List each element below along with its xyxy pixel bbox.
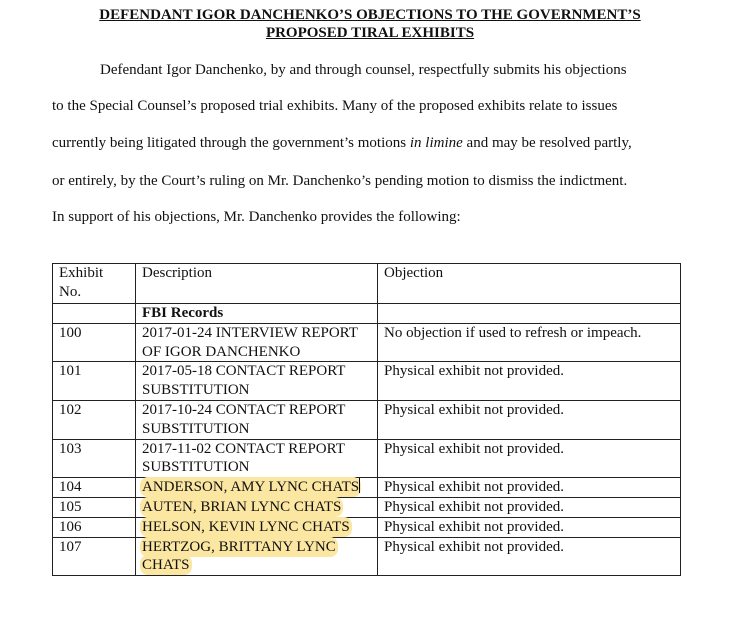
cell-text: 100 [59, 324, 82, 341]
description-cell [136, 400, 378, 439]
objection-cell [378, 323, 681, 362]
paragraph-line: Defendant Igor Danchenko, by and through counsel, respectfully submits his objections [100, 62, 627, 78]
cell-text: 103 [59, 440, 82, 457]
description-cell [136, 323, 378, 362]
description-cell [136, 517, 378, 537]
text: currently being litigated through the government’s motions [52, 135, 410, 151]
cell-text: Physical exhibit not provided. [384, 363, 564, 380]
text: and may be resolved partly, [462, 135, 632, 151]
text-cursor [359, 478, 360, 493]
description-cell [136, 362, 378, 401]
cell-text: ANDERSON, AMY LYNC CHATS [142, 479, 360, 496]
exhibit-no-cell [53, 478, 136, 498]
exhibit-no-cell [53, 362, 136, 401]
paragraph-line: to the Special Counsel’s proposed trial exhibits. Many of the proposed exhibits relate to issues [52, 98, 618, 114]
table-header-row [53, 264, 681, 304]
description-cell [136, 537, 378, 576]
description-cell [136, 478, 378, 498]
objection-cell [378, 362, 681, 401]
paragraph-line [52, 135, 632, 152]
cell-text: Physical exhibit not provided. [384, 479, 564, 496]
exhibit-no-cell [53, 439, 136, 478]
objection-cell [378, 517, 681, 537]
cell-text: 2017-11-02 CONTACT REPORT SUBSTITUTION [142, 440, 345, 476]
description-cell [136, 439, 378, 478]
exhibit-no-cell [53, 517, 136, 537]
title-line-1: DEFENDANT IGOR DANCHENKO’S OBJECTIONS TO THE GOVERNMENT’S [99, 7, 641, 23]
objection-cell [378, 439, 681, 478]
cell-text: 107 [59, 538, 82, 555]
cell-text: 104 [59, 479, 82, 496]
section-row [53, 304, 681, 324]
exhibit-no-cell [53, 400, 136, 439]
table-row [53, 362, 681, 401]
cell-text: 101 [59, 363, 82, 380]
cell-text: 102 [59, 401, 82, 418]
italic-text: in limine [409, 135, 463, 151]
cell-text: 106 [59, 518, 82, 535]
table-row [53, 439, 681, 478]
cell-text: HELSON, KEVIN LYNC CHATS [142, 518, 350, 535]
table-row [53, 517, 681, 537]
empty-cell [378, 304, 681, 324]
cell-text: Physical exhibit not provided. [384, 518, 564, 535]
cell-text: 2017-01-24 INTERVIEW REPORT OF IGOR DANCHENKO [142, 324, 358, 360]
objection-cell [378, 400, 681, 439]
cell-text: HERTZOG, BRITTANY LYNC CHATS [142, 538, 336, 574]
exhibit-no-cell [53, 323, 136, 362]
table-row [53, 323, 681, 362]
section-label: FBI Records [136, 304, 378, 324]
empty-cell [53, 304, 136, 324]
header-exhibit-no [53, 264, 136, 304]
objection-cell [378, 537, 681, 576]
document-title [0, 6, 740, 42]
cell-text: 105 [59, 498, 82, 515]
exhibit-no-cell [53, 497, 136, 517]
objection-cell [378, 478, 681, 498]
table-row [53, 537, 681, 576]
cell-text: Physical exhibit not provided. [384, 538, 564, 555]
description-cell [136, 497, 378, 517]
paragraph-line: or entirely, by the Court’s ruling on Mr. Danchenko’s pending motion to dismiss the indictment. [52, 173, 628, 189]
paragraph-line: In support of his objections, Mr. Danchenko provides the following: [52, 209, 461, 225]
exhibit-no-cell [53, 537, 136, 576]
title-line-2: PROPOSED TIRAL EXHIBITS [265, 25, 475, 41]
text: Exhibit [59, 265, 104, 281]
cell-text: Physical exhibit not provided. [384, 498, 564, 515]
header-objection: Objection [378, 264, 681, 304]
cell-text: No objection if used to refresh or impeach. [384, 324, 642, 341]
header-description: Description [136, 264, 378, 304]
cell-text: Physical exhibit not provided. [384, 440, 564, 457]
table-row [53, 478, 681, 498]
cell-text: Physical exhibit not provided. [384, 401, 564, 418]
cell-text: 2017-10-24 CONTACT REPORT SUBSTITUTION [142, 401, 346, 437]
objection-cell [378, 497, 681, 517]
cell-text: AUTEN, BRIAN LYNC CHATS [142, 498, 342, 515]
text: No. [59, 283, 82, 300]
table-row [53, 400, 681, 439]
cell-text: 2017-05-18 CONTACT REPORT SUBSTITUTION [142, 363, 346, 399]
table-row [53, 497, 681, 517]
exhibits-table [52, 263, 681, 576]
